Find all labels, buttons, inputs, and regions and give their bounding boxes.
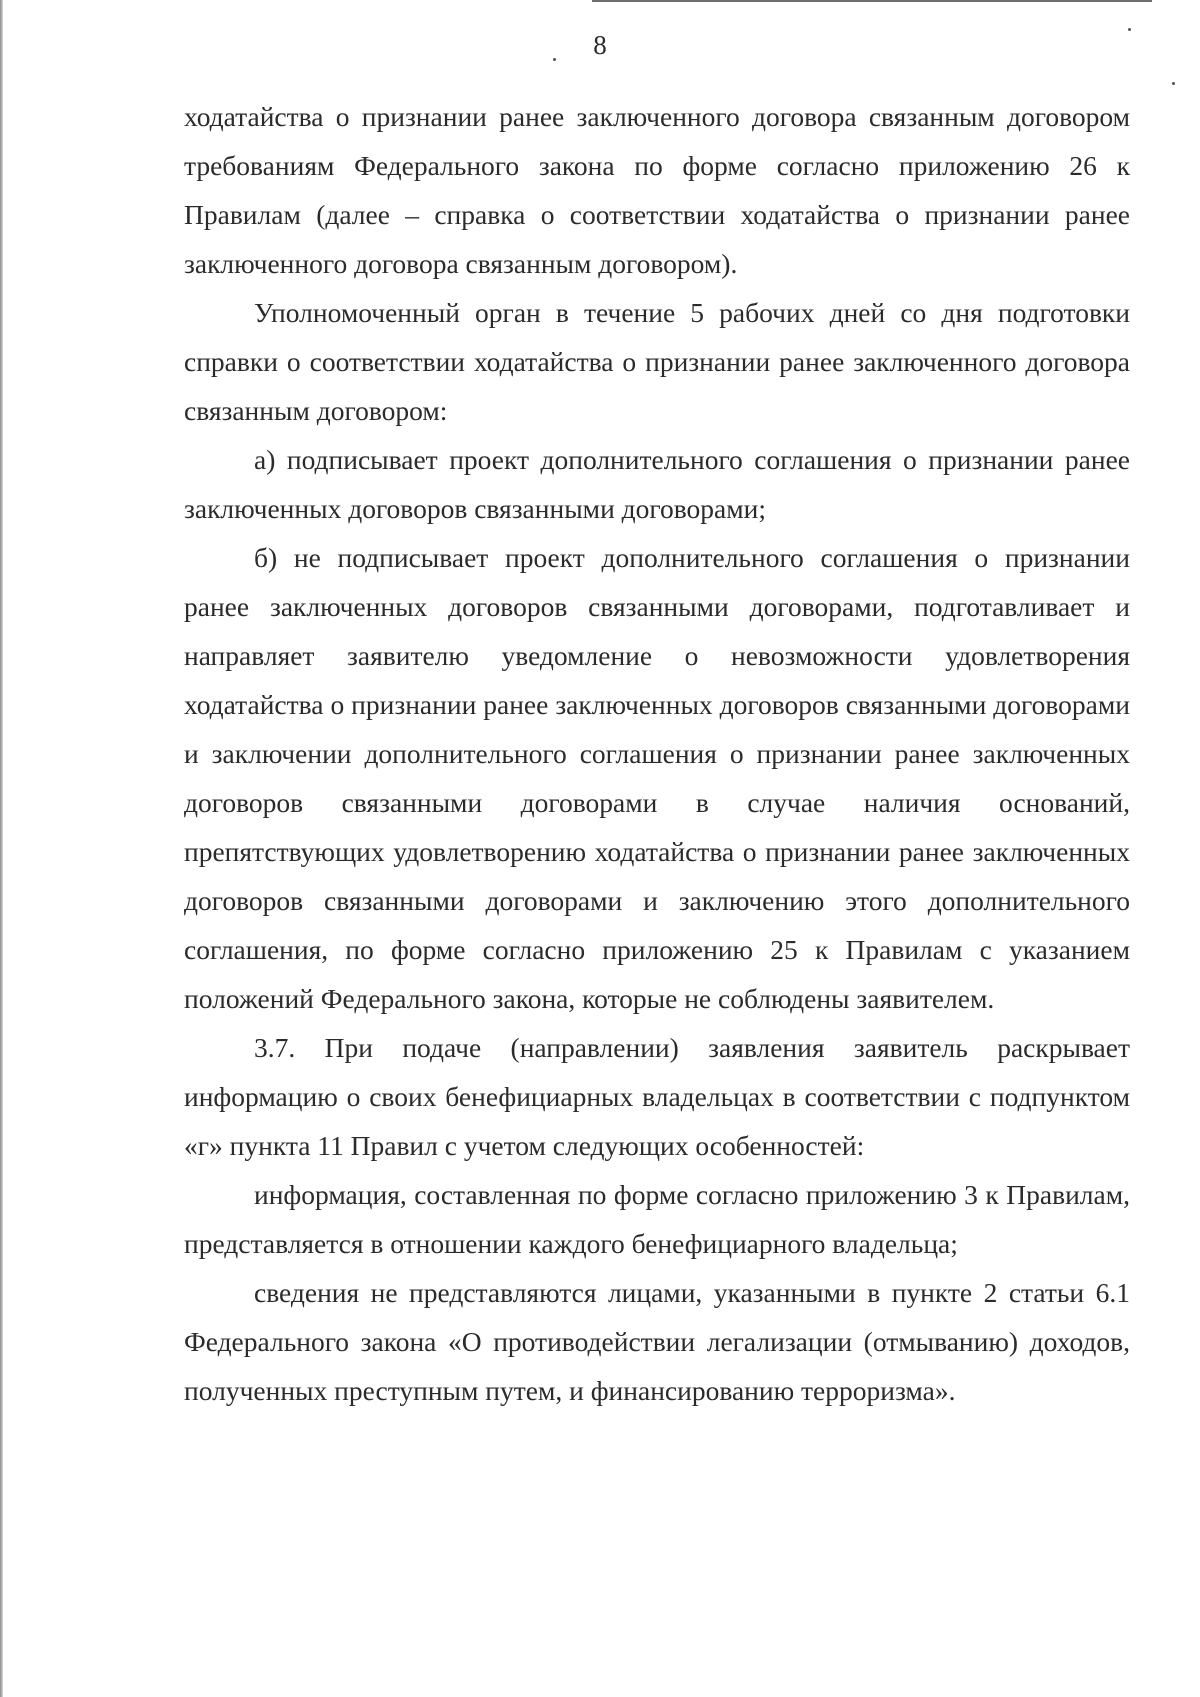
- paragraph-information: информация, составленная по форме согласно приложению 3 к Правилам, представляется в отношении каждого бенефициарного владельца;: [184, 1179, 1130, 1259]
- paragraph-continuation: ходатайства о признании ранее заключенного договора связанным договором требованиям Федерального закона по форме согласно приложению 26 к Правилам (далее – справка о соответствии ходатайства о признании ранее заключенного договора связанным договором).: [184, 101, 1130, 279]
- page-number: 8: [593, 30, 607, 60]
- paragraph-item-a: а) подписывает проект дополнительного соглашения о признании ранее заключенных договоров связанными договорами;: [184, 444, 1130, 524]
- paragraph-authorized-body: Уполномоченный орган в течение 5 рабочих дней со дня подготовки справки о соответствии ходатайства о признании ранее заключенного договора связанным договором:: [184, 297, 1130, 426]
- scan-left-edge: [0, 0, 3, 1697]
- scan-speck: [1172, 82, 1175, 85]
- paragraph-item-b: б) не подписывает проект дополнительного соглашения о признании ранее заключенных договоров связанными договорами, подготавливает и направляет заявителю уведомление о невозможности удовлетворения ходатайства о признании ранее заключенных договоров связанными договорами и заключении дополнительного соглашения о признании ранее заключенных договоров связанными договорами в случае наличия оснований, препятствующих удовлетворению ходатайства о признании ранее заключенных договоров связанными договорами и заключению этого дополнительного соглашения, по форме согласно приложению 25 к Правилам с указанием положений Федерального закона, которые не соблюдены заявителем.: [184, 542, 1130, 1014]
- document-body: [184, 92, 1130, 1415]
- paragraph-exemption: сведения не представляются лицами, указанными в пункте 2 статьи 6.1 Федерального закона «О противодействии легализации (отмыванию) доходов, полученных преступным путем, и финансированию терроризма».: [184, 1277, 1130, 1406]
- paragraph-section-3-7: 3.7. При подаче (направлении) заявления заявитель раскрывает информацию о своих бенефициарных владельцах в соответствии с подпунктом «г» пункта 11 Правил с учетом следующих особенностей:: [184, 1032, 1130, 1161]
- scan-top-rule: [592, 0, 1152, 2]
